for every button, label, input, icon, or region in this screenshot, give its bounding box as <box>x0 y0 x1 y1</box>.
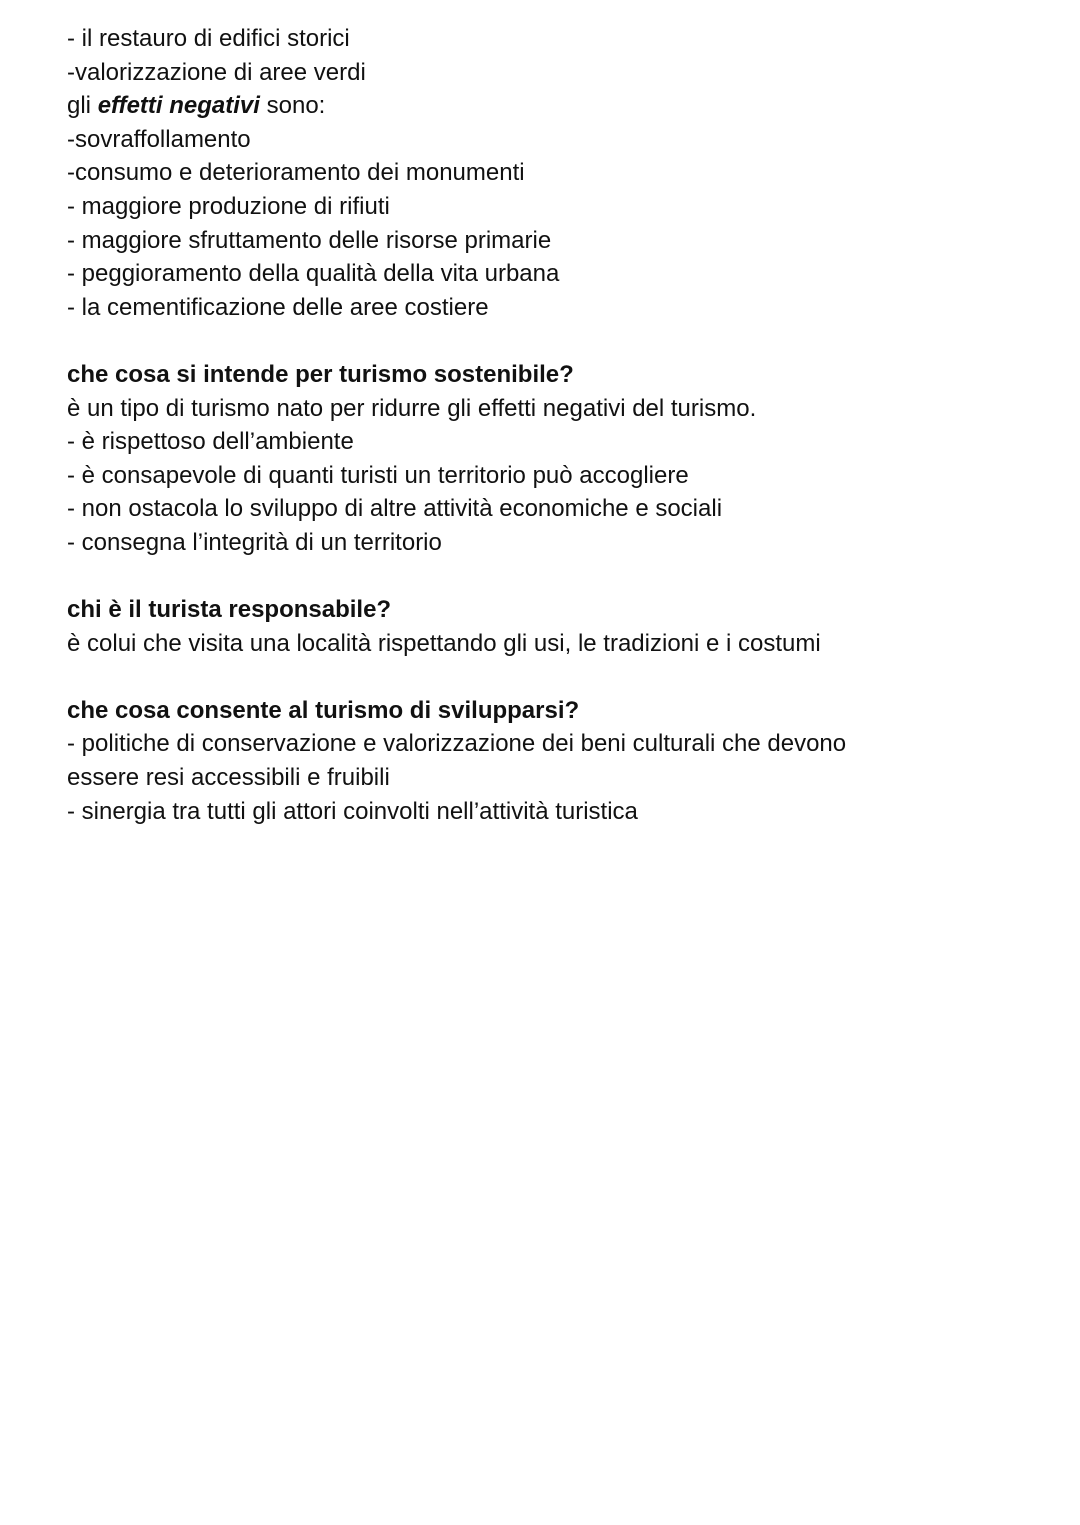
positive-effect-item: -valorizzazione di aree verdi <box>67 58 366 86</box>
sustainable-question: che cosa si intende per turismo sostenibile? <box>67 360 574 388</box>
spacer <box>67 560 1027 594</box>
sustainable-item: - è rispettoso dell’ambiente <box>67 428 354 456</box>
negative-effect-item: - la cementificazione delle aree costiere <box>67 293 489 321</box>
development-line: essere resi accessibili e fruibili <box>67 764 390 792</box>
spacer <box>67 324 1027 358</box>
spacer <box>67 660 1027 694</box>
development-line: - politiche di conservazione e valorizzazione dei beni culturali che devono <box>67 730 847 758</box>
negative-effects-intro <box>67 89 1027 123</box>
positive-effect-item: - il restauro di edifici storici <box>67 25 350 52</box>
sustainable-tourism-section <box>67 358 1027 560</box>
development-question: che cosa consente al turismo di svilupparsi? <box>67 696 580 724</box>
sustainable-item: - non ostacola lo sviluppo di altre attività economiche e sociali <box>67 495 723 523</box>
effects-section <box>67 22 1027 324</box>
intro-suffix: sono: <box>259 92 326 120</box>
development-line: - sinergia tra tutti gli attori coinvolti nell’attività turistica <box>67 797 638 825</box>
development-section <box>67 694 1027 828</box>
responsible-tourist-section <box>67 593 1027 660</box>
negative-effect-item: - maggiore sfruttamento delle risorse primarie <box>67 226 552 254</box>
document-content <box>67 22 1027 828</box>
responsible-answer: è colui che visita una località rispettando gli usi, le tradizioni e i costumi <box>67 629 821 657</box>
intro-prefix: gli <box>67 92 98 120</box>
negative-effect-item: - maggiore produzione di rifiuti <box>67 192 390 220</box>
responsible-question: chi è il turista responsabile? <box>67 596 392 624</box>
sustainable-answer: è un tipo di turismo nato per ridurre gli effetti negativi del turismo. <box>67 394 757 422</box>
negative-effect-item: -sovraffollamento <box>67 125 251 153</box>
negative-effect-item: - peggioramento della qualità della vita urbana <box>67 260 560 288</box>
intro-emphasis: effetti negativi <box>97 92 260 120</box>
sustainable-item: - consegna l’integrità di un territorio <box>67 528 442 556</box>
negative-effect-item: -consumo e deterioramento dei monumenti <box>67 159 525 187</box>
sustainable-item: - è consapevole di quanti turisti un territorio può accogliere <box>67 461 689 489</box>
